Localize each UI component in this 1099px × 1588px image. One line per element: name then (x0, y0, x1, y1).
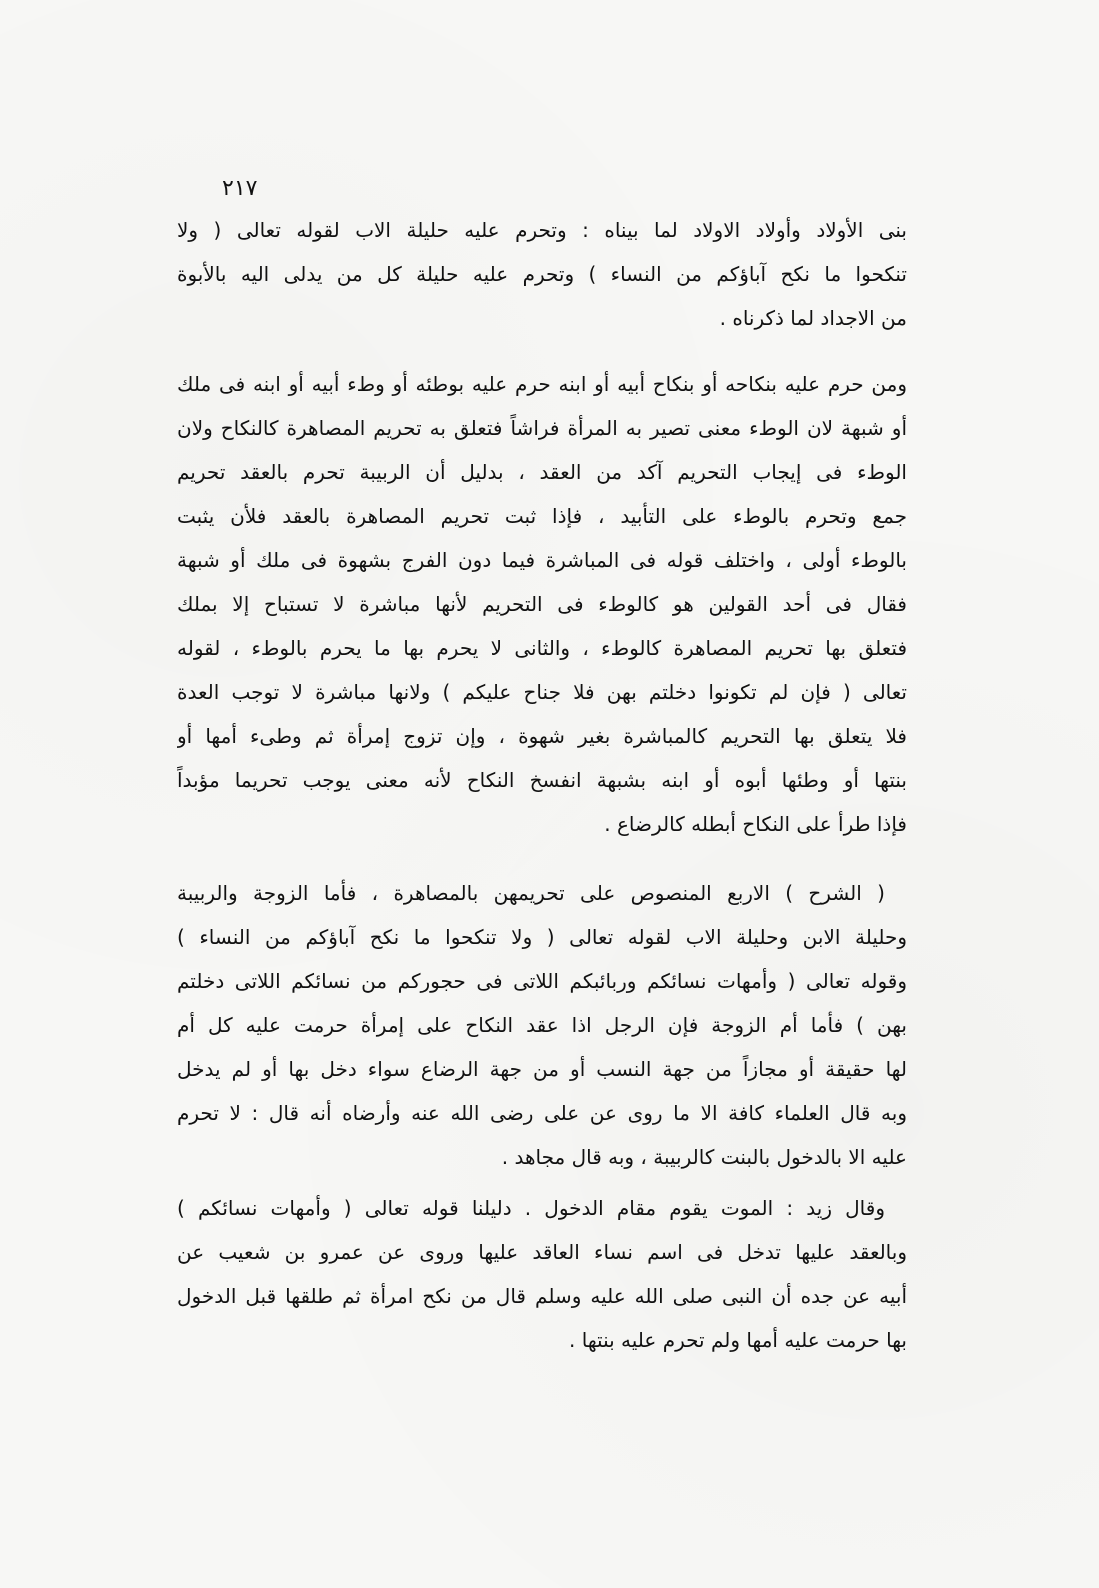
text-line: بنتها أو وطئها أبوه أو ابنه بشبهة انفسخ النكاح لأنه معنى يوجب تحريما مؤبداً (177, 768, 907, 792)
text-line: بها حرمت عليه أمها ولم تحرم عليه بنتها . (569, 1328, 907, 1352)
paragraph-2 (177, 362, 907, 846)
text-line: الوطء فى إيجاب التحريم آكد من العقد ، بدليل أن الربيبة تحرم بالعقد تحريم (177, 460, 907, 484)
text-line: جمع وتحرم بالوطء على التأبيد ، فإذا ثبت تحريم المصاهرة بالعقد فلأن يثبت (177, 504, 907, 528)
text-line: وبالعقد عليها تدخل فى اسم نساء العاقد عليها وروى عن عمرو بن شعيب عن (177, 1240, 907, 1264)
text-line: تنكحوا ما نكح آباؤكم من النساء ) وتحرم عليه حليلة كل من يدلى اليه بالأبوة (177, 262, 907, 286)
text-line: وحليلة الابن وحليلة الاب لقوله تعالى ( ولا تنكحوا ما نكح آباؤكم من النساء ) (177, 925, 907, 949)
text-line: فلا يتعلق بها التحريم كالمباشرة بغير شهوة ، وإن تزوج إمرأة ثم وطىء أمها أو (177, 724, 907, 748)
text-line: وبه قال العلماء كافة الا ما روى عن على رضى الله عنه وأرضاه أنه قال : لا تحرم (177, 1101, 907, 1125)
text-line: وقال زيد : الموت يقوم مقام الدخول . دليلنا قوله تعالى ( وأمهات نسائكم ) (177, 1196, 885, 1220)
text-line: بهن ) فأما أم الزوجة فإن الرجل اذا عقد النكاح على إمرأة حرمت عليه كل أم (177, 1013, 907, 1037)
text-line: ( الشرح ) الاربع المنصوص على تحريمهن بالمصاهرة ، فأما الزوجة والربيبة (177, 881, 885, 905)
text-line: بالوطء أولى ، واختلف قوله فى المباشرة فيما دون الفرج بشهوة فى ملك أو شبهة (177, 548, 907, 572)
text-line: تعالى ( فإن لم تكونوا دخلتم بهن فلا جناح عليكم ) ولانها مباشرة لا توجب العدة (177, 680, 907, 704)
text-line: عليه الا بالدخول بالبنت كالربيبة ، وبه قال مجاهد . (501, 1145, 907, 1169)
paragraph-4 (177, 1186, 907, 1362)
text-line: فقال فى أحد القولين هو كالوطء فى التحريم لأنها مباشرة لا تستباح إلا بملك (177, 592, 907, 616)
text-line: ومن حرم عليه بنكاحه أو بنكاح أبيه أو ابنه حرم عليه بوطئه أو وطء أبيه أو ابنه فى ملك (177, 372, 907, 396)
page-number: ٢١٧ (222, 176, 258, 201)
paragraph-1 (177, 208, 907, 340)
text-line: من الاجداد لما ذكرناه . (719, 306, 907, 330)
paragraph-3 (177, 871, 907, 1179)
text-line: بنى الأولاد وأولاد الاولاد لما بيناه : وتحرم عليه حليلة الاب لقوله تعالى ( ولا (177, 218, 907, 242)
text-line: فتعلق بها تحريم المصاهرة كالوطء ، والثانى لا يحرم بها ما يحرم بالوطء ، لقوله (177, 636, 907, 660)
text-line: أو شبهة لان الوطء معنى تصير به المرأة فراشاً فتعلق به تحريم المصاهرة كالنكاح ولان (177, 416, 907, 440)
text-line: أبيه عن جده أن النبى صلى الله عليه وسلم قال من نكح امرأة ثم طلقها قبل الدخول (177, 1284, 907, 1308)
text-line: وقوله تعالى ( وأمهات نسائكم وربائبكم اللاتى فى حجوركم من نسائكم اللاتى دخلتم (177, 969, 907, 993)
text-line: لها حقيقة أو مجازاً من جهة النسب أو من جهة الرضاع سواء دخل بها أو لم يدخل (177, 1057, 907, 1081)
text-line: فإذا طرأ على النكاح أبطله كالرضاع . (604, 812, 907, 836)
